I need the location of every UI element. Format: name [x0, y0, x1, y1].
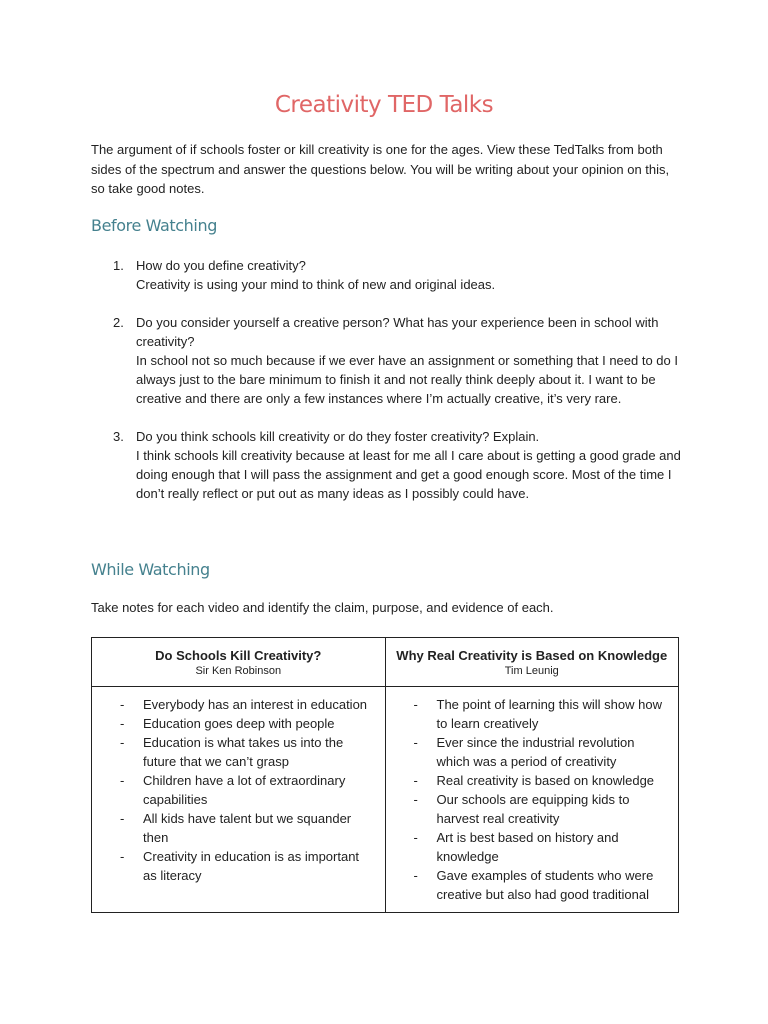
- while-watching-heading: While Watching: [91, 560, 210, 579]
- question-number: 3.: [113, 429, 124, 444]
- question-number: 2.: [113, 315, 124, 330]
- notes-instructions: Take notes for each video and identify the claim, purpose, and evidence of each.: [91, 600, 554, 615]
- question-item: [91, 427, 681, 503]
- answer-text: Creativity is using your mind to think of new and original ideas.: [136, 277, 496, 292]
- video-title: Why Real Creativity is Based on Knowledge: [396, 647, 668, 663]
- table-header-row: [92, 638, 679, 687]
- question-number: 1.: [113, 258, 124, 273]
- speaker-name: Sir Ken Robinson: [195, 664, 282, 677]
- table-row: [92, 687, 679, 913]
- notes-list: [114, 695, 375, 885]
- intro-paragraph: The argument of if schools foster or kill creativity is one for the ages. View these TedTalks from both sides of the spectrum and answer the questions below. You will be writing about your opinion on this, so take good notes.: [91, 142, 670, 196]
- page-title: Creativity TED Talks: [274, 92, 494, 118]
- list-item: - The point of learning this will show how to learn creatively: [408, 695, 668, 733]
- list-item: - Children have a lot of extraordinary capabilities: [114, 771, 375, 809]
- answer-text: In school not so much because if we ever have an assignment or something that I need to do I always just to the bare minimum to finish it and not really think deeply about it. I want to be creative and there are only a few instances where I’m actually creative, it’s very rare.: [136, 353, 678, 406]
- list-item: - Our schools are equipping kids to harvest real creativity: [408, 790, 668, 828]
- notes-cell: [385, 687, 678, 913]
- list-item: - Gave examples of students who were creative but also had good traditional: [408, 866, 668, 904]
- notes-list: [408, 695, 668, 904]
- list-item: - Art is best based on history and knowledge: [408, 828, 668, 866]
- video-title: Do Schools Kill Creativity?: [155, 647, 322, 663]
- list-item: - Ever since the industrial revolution which was a period of creativity: [408, 733, 668, 771]
- list-item: - Education is what takes us into the future that we can’t grasp: [114, 733, 375, 771]
- list-item: - Everybody has an interest in education: [114, 695, 375, 714]
- question-text: Do you think schools kill creativity or do they foster creativity? Explain.: [136, 429, 540, 444]
- column-header: [92, 638, 386, 687]
- list-item: - Creativity in education is as important as literacy: [114, 847, 375, 885]
- before-watching-heading: Before Watching: [91, 216, 217, 235]
- notes-table: [91, 637, 679, 913]
- question-item: [91, 256, 681, 294]
- column-header: [385, 638, 678, 687]
- list-item: - All kids have talent but we squander then: [114, 809, 375, 847]
- question-text: How do you define creativity?: [136, 258, 306, 273]
- question-list: [91, 256, 681, 503]
- speaker-name: Tim Leunig: [504, 664, 559, 677]
- answer-text: I think schools kill creativity because at least for me all I care about is getting a good grade and doing enough that I will pass the assignment and get a good enough score. Most of the time I don’t really reflect or put out as many ideas as I possibly could have.: [136, 448, 681, 501]
- list-item: - Education goes deep with people: [114, 714, 375, 733]
- list-item: - Real creativity is based on knowledge: [408, 771, 668, 790]
- question-text: Do you consider yourself a creative person? What has your experience been in school with creativity?: [136, 315, 659, 349]
- notes-cell: [92, 687, 386, 913]
- question-item: [91, 313, 681, 408]
